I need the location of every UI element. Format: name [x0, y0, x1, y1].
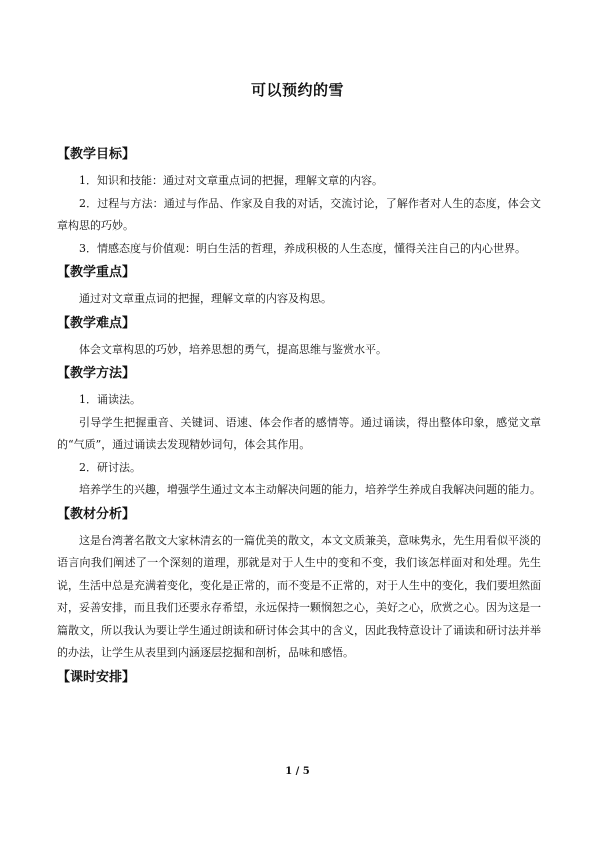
paragraph-material-analysis: 这是台湾著名散文大家林清玄的一篇优美的散文，本文文质兼美，意味隽永，先生用看似平淡的语言向我们阐述了一个深刻的道理，那就是对于人生中的变和不变，我们该怎样面对和处理。先生说，生活中总是充满着变化，变化是正常的，而不变是不正常的，对于人生中的变化，我们要坦然面对，妥善安排，而且我们还要永存希望，永远保持一颗悯恕之心，美好之心，欣赏之心。因为这是一篇散文，所以我认为要让学生通过朗读和研讨体会其中的含义，因此我特意设计了诵读和研讨法并举的办法，让学生从表里到内涵逐层挖掘和剖析，品味和感悟。	[57, 533, 541, 659]
section-heading-difficulties: 【教学难点】	[57, 315, 136, 331]
paragraph-method-2-desc: 培养学生的兴趣，增强学生通过文本主动解决问题的能力，培养学生养成自我解决问题的能力。	[79, 483, 541, 496]
section-heading-teaching-goals: 【教学目标】	[57, 147, 136, 162]
paragraph-method-1: 1．诵读法。	[79, 393, 141, 406]
paragraph-method-2: 2．研讨法。	[79, 460, 141, 474]
paragraph-goal-2: 2．过程与方法：通过与作品、作家及自我的对话，交流讨论，了解作者对人生的态度，体会文章构思的巧妙。	[57, 196, 541, 232]
paragraph-goal-1: 1．知识和技能：通过对文章重点词的把握，理解文章的内容。	[79, 174, 383, 187]
page-number: 1 / 5	[285, 766, 310, 777]
paragraph-key-point: 通过对文章重点词的把握，理解文章的内容及构思。	[79, 292, 332, 305]
paragraph-difficulty: 体会文章构思的巧妙，培养思想的勇气，提高思维与鉴赏水平。	[79, 342, 387, 356]
section-heading-material-analysis: 【教材分析】	[57, 506, 136, 522]
document-body	[57, 144, 541, 689]
page-title: 可以预约的雪	[250, 81, 344, 99]
section-heading-schedule: 【课时安排】	[57, 669, 136, 685]
paragraph-method-1-desc: 引导学生把握重音、关键词、语速、体会作者的感情等。通过诵读，得出整体印象，感觉文章的“气质”，通过诵读去发现精妙词句，体会其作用。	[57, 415, 541, 451]
section-heading-key-points: 【教学重点】	[57, 265, 136, 280]
section-heading-methods: 【教学方法】	[57, 366, 136, 381]
paragraph-goal-3: 3．情感态度与价值观：明白生活的哲理，养成积极的人生态度，懂得关注自己的内心世界。	[79, 241, 526, 255]
